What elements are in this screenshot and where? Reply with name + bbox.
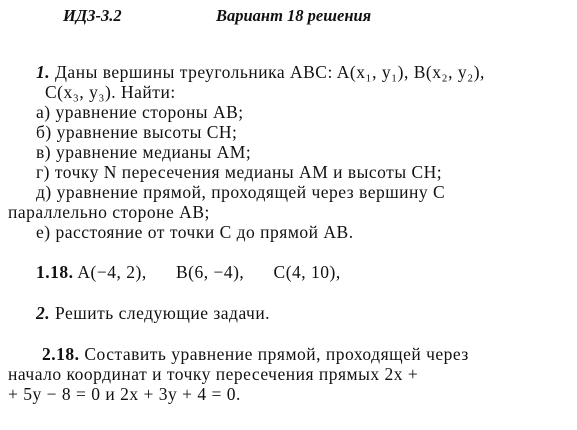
task1-intro <box>36 62 485 83</box>
task1-item-d: д) уравнение прямой, проходящей через вершину C <box>36 182 446 202</box>
task1-item-g: г) точку N пересечения медианы AM и высоты CH; <box>36 162 443 182</box>
task1-item-d-cont: параллельно стороне AB; <box>8 202 210 222</box>
task2 <box>36 303 270 324</box>
doc-code: ИДЗ-3.2 <box>63 6 122 25</box>
variant-title: Вариант 18 решения <box>216 6 372 25</box>
task1-number: 1. <box>36 62 51 82</box>
task1-item-v: в) уравнение медианы AM; <box>36 142 252 162</box>
task2-18-line2: начало координат и точку пересечения прямых 2x + <box>8 364 419 384</box>
task1-item-e: е) расстояние от точки C до прямой AB. <box>36 222 354 242</box>
task2-18-text1: Составить уравнение прямой, проходящей через <box>84 344 469 364</box>
variant-points: A(−4, 2), B(6, −4), C(4, 10), <box>77 262 341 282</box>
task2-18-line1 <box>42 344 469 365</box>
variant-data <box>36 262 341 283</box>
task1-item-b: б) уравнение высоты CH; <box>36 122 238 142</box>
task1-intro-text: Даны вершины треугольника ABC: A(x₁, y₁), B(x₂, y₂), <box>55 62 485 82</box>
task2-18-number: 2.18. <box>42 344 80 364</box>
variant-number: 1.18. <box>36 262 74 282</box>
task1-item-a: а) уравнение стороны AB; <box>36 102 244 122</box>
task1-intro-cont: C(x₃, y₃). Найти: <box>45 82 176 102</box>
task2-text: Решить следующие задачи. <box>55 303 271 323</box>
task2-18-line3: + 5y − 8 = 0 и 2x + 3y + 4 = 0. <box>8 384 241 404</box>
task2-number: 2. <box>36 303 51 323</box>
